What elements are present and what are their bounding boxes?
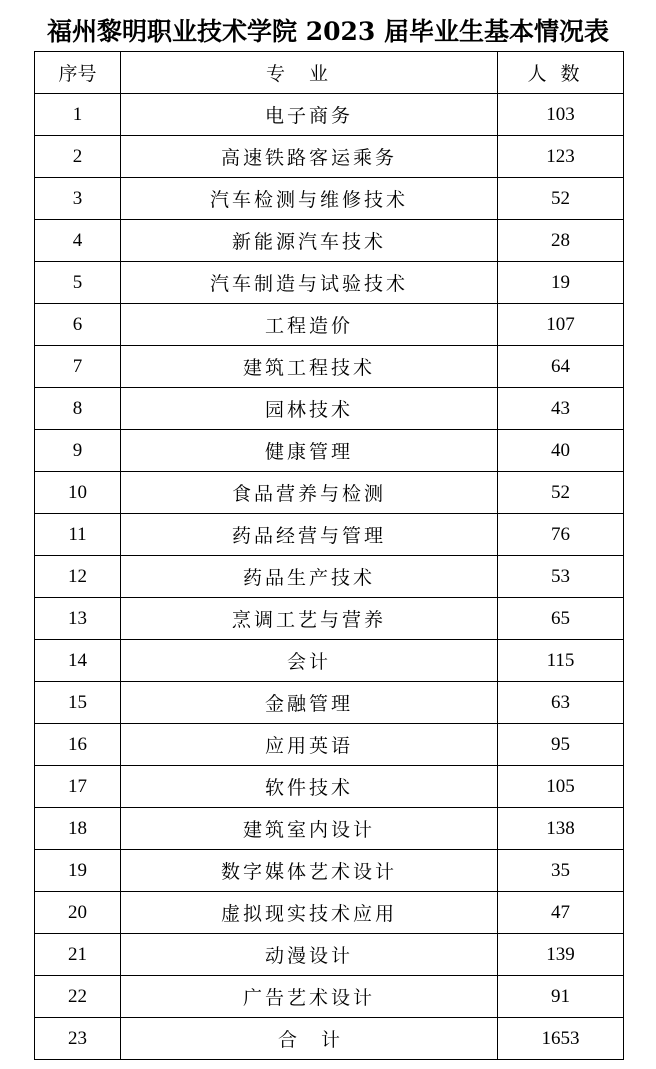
row-count: 138 bbox=[498, 808, 624, 850]
row-count: 52 bbox=[498, 178, 624, 220]
header-count: 人数 bbox=[498, 52, 624, 94]
table-row bbox=[35, 304, 624, 346]
table-row bbox=[35, 556, 624, 598]
total-count: 1653 bbox=[498, 1018, 624, 1060]
row-index: 14 bbox=[35, 640, 121, 682]
table-row bbox=[35, 388, 624, 430]
table-row bbox=[35, 934, 624, 976]
header-major: 专业 bbox=[121, 52, 498, 94]
row-index: 21 bbox=[35, 934, 121, 976]
graduates-table bbox=[34, 51, 624, 1060]
row-major: 汽车制造与试验技术 bbox=[121, 262, 498, 304]
row-index: 20 bbox=[35, 892, 121, 934]
row-count: 28 bbox=[498, 220, 624, 262]
row-major: 高速铁路客运乘务 bbox=[121, 136, 498, 178]
table-row bbox=[35, 472, 624, 514]
row-major: 应用英语 bbox=[121, 724, 498, 766]
table-row bbox=[35, 598, 624, 640]
row-major: 汽车检测与维修技术 bbox=[121, 178, 498, 220]
row-major: 药品生产技术 bbox=[121, 556, 498, 598]
row-major: 数字媒体艺术设计 bbox=[121, 850, 498, 892]
header-index: 序号 bbox=[35, 52, 121, 94]
row-count: 63 bbox=[498, 682, 624, 724]
table-row bbox=[35, 178, 624, 220]
row-count: 35 bbox=[498, 850, 624, 892]
row-major: 药品经营与管理 bbox=[121, 514, 498, 556]
row-count: 107 bbox=[498, 304, 624, 346]
row-index: 10 bbox=[35, 472, 121, 514]
row-major: 建筑室内设计 bbox=[121, 808, 498, 850]
row-count: 115 bbox=[498, 640, 624, 682]
row-index: 15 bbox=[35, 682, 121, 724]
row-index: 17 bbox=[35, 766, 121, 808]
table-row bbox=[35, 136, 624, 178]
table-row bbox=[35, 514, 624, 556]
row-count: 19 bbox=[498, 262, 624, 304]
total-label: 合计 bbox=[121, 1018, 498, 1060]
table-header-row bbox=[35, 52, 624, 94]
row-major: 电子商务 bbox=[121, 94, 498, 136]
row-count: 103 bbox=[498, 94, 624, 136]
row-index: 7 bbox=[35, 346, 121, 388]
row-index: 8 bbox=[35, 388, 121, 430]
table-row bbox=[35, 766, 624, 808]
row-major: 动漫设计 bbox=[121, 934, 498, 976]
table-row bbox=[35, 262, 624, 304]
table-row bbox=[35, 430, 624, 472]
row-index: 23 bbox=[35, 1018, 121, 1060]
table-row bbox=[35, 220, 624, 262]
row-count: 53 bbox=[498, 556, 624, 598]
row-major: 金融管理 bbox=[121, 682, 498, 724]
table-row bbox=[35, 640, 624, 682]
row-major: 建筑工程技术 bbox=[121, 346, 498, 388]
row-index: 18 bbox=[35, 808, 121, 850]
row-index: 22 bbox=[35, 976, 121, 1018]
table-row bbox=[35, 808, 624, 850]
row-major: 园林技术 bbox=[121, 388, 498, 430]
row-count: 91 bbox=[498, 976, 624, 1018]
row-count: 105 bbox=[498, 766, 624, 808]
row-index: 4 bbox=[35, 220, 121, 262]
row-index: 2 bbox=[35, 136, 121, 178]
row-major: 虚拟现实技术应用 bbox=[121, 892, 498, 934]
row-major: 工程造价 bbox=[121, 304, 498, 346]
table-row bbox=[35, 346, 624, 388]
table-row bbox=[35, 724, 624, 766]
row-major: 软件技术 bbox=[121, 766, 498, 808]
row-count: 76 bbox=[498, 514, 624, 556]
row-index: 3 bbox=[35, 178, 121, 220]
row-index: 5 bbox=[35, 262, 121, 304]
row-index: 9 bbox=[35, 430, 121, 472]
row-major: 会计 bbox=[121, 640, 498, 682]
row-count: 43 bbox=[498, 388, 624, 430]
table-row bbox=[35, 94, 624, 136]
row-index: 6 bbox=[35, 304, 121, 346]
row-count: 123 bbox=[498, 136, 624, 178]
row-major: 广告艺术设计 bbox=[121, 976, 498, 1018]
total-row bbox=[35, 1018, 624, 1060]
page-title: 福州黎明职业技术学院 2023 届毕业生基本情况表 bbox=[47, 17, 609, 46]
row-index: 13 bbox=[35, 598, 121, 640]
row-count: 65 bbox=[498, 598, 624, 640]
table-row bbox=[35, 976, 624, 1018]
row-count: 139 bbox=[498, 934, 624, 976]
row-index: 19 bbox=[35, 850, 121, 892]
row-major: 食品营养与检测 bbox=[121, 472, 498, 514]
row-major: 烹调工艺与营养 bbox=[121, 598, 498, 640]
row-count: 95 bbox=[498, 724, 624, 766]
row-index: 11 bbox=[35, 514, 121, 556]
row-count: 64 bbox=[498, 346, 624, 388]
row-count: 40 bbox=[498, 430, 624, 472]
row-count: 47 bbox=[498, 892, 624, 934]
row-major: 新能源汽车技术 bbox=[121, 220, 498, 262]
row-major: 健康管理 bbox=[121, 430, 498, 472]
table-row bbox=[35, 892, 624, 934]
row-index: 16 bbox=[35, 724, 121, 766]
table-row bbox=[35, 682, 624, 724]
row-index: 1 bbox=[35, 94, 121, 136]
row-index: 12 bbox=[35, 556, 121, 598]
table-row bbox=[35, 850, 624, 892]
row-count: 52 bbox=[498, 472, 624, 514]
